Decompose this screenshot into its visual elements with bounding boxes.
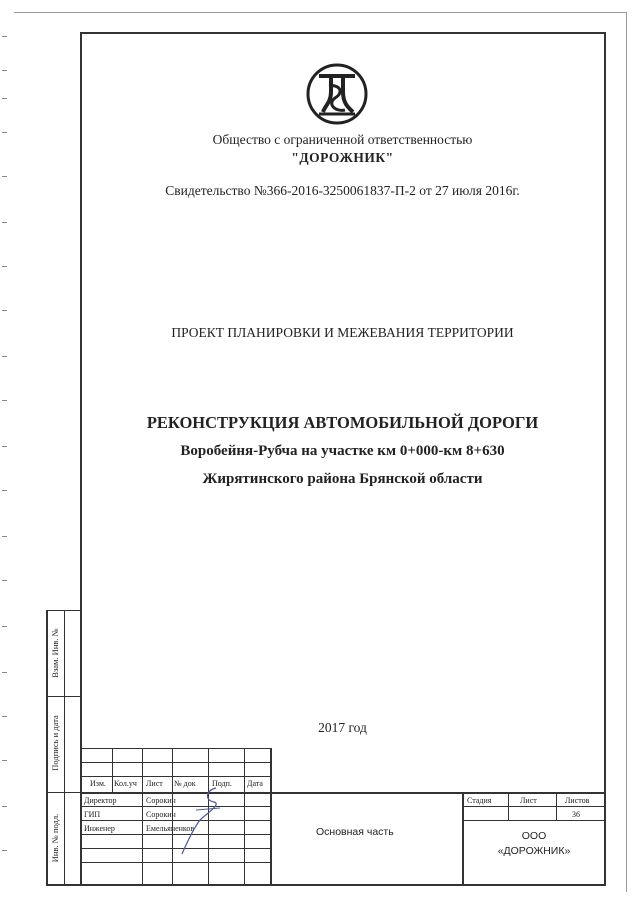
stamp-h5 — [80, 806, 270, 807]
stamp-v5 — [244, 748, 245, 886]
page-edge-right — [626, 12, 627, 892]
stamp-part-name: Основная часть — [316, 826, 394, 838]
project-type: ПРОЕКТ ПЛАНИРОВКИ И МЕЖЕВАНИЯ ТЕРРИТОРИИ — [171, 325, 514, 340]
stamp-header-izm: Изм. — [90, 779, 106, 788]
stamp-h9 — [80, 862, 270, 863]
frame-top — [80, 32, 606, 34]
stamp-header-podp: Подп. — [212, 779, 232, 788]
stamp-role-engineer: Инженер — [84, 824, 115, 833]
side-stamp-top — [46, 610, 81, 611]
title-line1: РЕКОНСТРУКЦИЯ АВТОМОБИЛЬНОЙ ДОРОГИ — [146, 413, 539, 432]
stamp-company-line1: ООО — [521, 830, 547, 842]
stamp-h8 — [80, 848, 270, 849]
stamp-stage-label: Стадия — [467, 796, 492, 805]
year: 2017 год — [318, 720, 367, 735]
org-line: Общество с ограниченной ответственностью — [212, 132, 473, 147]
stamp-role-gip: ГИП — [84, 810, 101, 819]
stamp-name-gip: Сорокин — [146, 810, 176, 819]
stamp-sheets-label: Листов — [565, 796, 590, 805]
company-logo — [305, 62, 369, 126]
frame-bottom — [46, 884, 606, 886]
side-stamp-inner — [64, 610, 65, 886]
stamp-header-data: Дата — [247, 779, 263, 788]
stamp-header-ndok: № док — [174, 779, 196, 788]
stamp-v6 — [270, 748, 272, 886]
org-name: "ДОРОЖНИК" — [291, 150, 394, 165]
stamp-h6 — [80, 820, 270, 821]
stamp-sheet-label: Лист — [520, 796, 537, 805]
stamp-right-h2 — [462, 820, 606, 821]
stamp-h3 — [80, 776, 270, 777]
signature — [176, 780, 236, 860]
side-stamp-div2 — [46, 792, 81, 793]
stamp-v2 — [142, 748, 143, 886]
stamp-h1 — [80, 748, 270, 749]
side-stamp-left — [46, 610, 48, 886]
side-inv-label: Инв. № подл. — [50, 813, 60, 863]
stamp-sheets-value: 36 — [572, 810, 580, 819]
stamp-header-kolvo: Кол.уч — [114, 779, 137, 788]
stamp-h7 — [80, 834, 270, 835]
side-podpis-label: Подпись и дата — [50, 715, 60, 771]
side-vzam-label: Взам. Инв. № — [50, 628, 60, 678]
stamp-v9 — [556, 792, 557, 820]
stamp-h2 — [80, 762, 270, 763]
page-edge-top — [14, 12, 626, 13]
title-line2: Воробейня-Рубча на участке км 0+000-км 8+630 — [180, 443, 505, 459]
stamp-right-h1 — [462, 806, 606, 807]
stamp-v1 — [112, 748, 113, 792]
certificate: Свидетельство №366-2016-3250061837-П-2 от 27 июля 2016г. — [165, 183, 520, 198]
stamp-name-director: Сорокин — [146, 796, 176, 805]
stamp-role-director: Директор — [84, 796, 117, 805]
stamp-h4 — [80, 792, 606, 794]
stamp-v8 — [508, 792, 509, 820]
stamp-name-engineer: Емельяненков — [146, 824, 195, 833]
stamp-company-line2: «ДОРОЖНИК» — [497, 845, 571, 857]
stamp-header-list: Лист — [146, 779, 163, 788]
title-line3: Жирятинского района Брянской области — [202, 471, 483, 487]
